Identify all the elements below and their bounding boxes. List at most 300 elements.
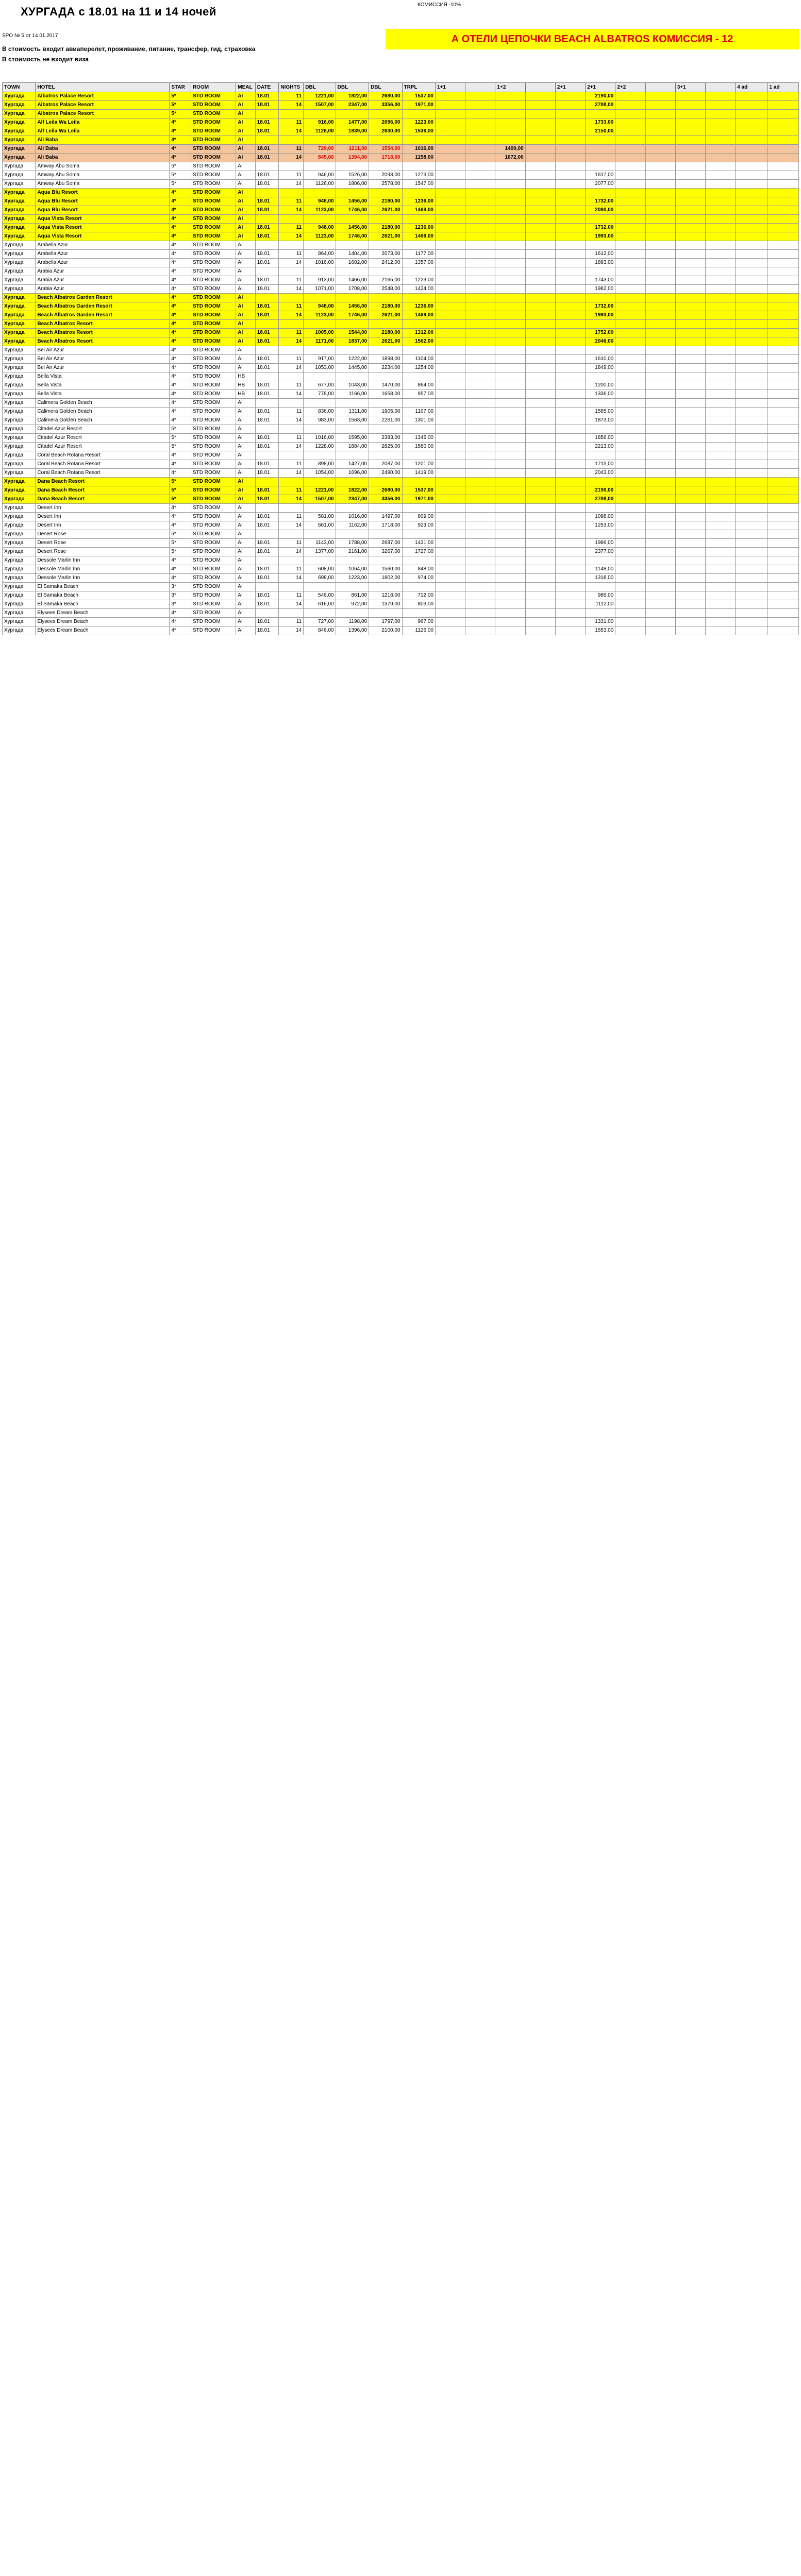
table-cell (675, 346, 705, 355)
table-cell (615, 329, 645, 337)
table-cell (555, 364, 585, 372)
column-header (465, 83, 495, 92)
table-cell: Хургада (3, 478, 36, 486)
column-header: 2+2 (615, 83, 645, 92)
table-cell: 1301,00 (402, 416, 435, 425)
table-cell: 845,00 (304, 154, 336, 162)
table-cell (675, 521, 705, 530)
table-cell (555, 250, 585, 259)
table-cell (767, 574, 798, 583)
table-cell (304, 451, 336, 460)
table-cell: Хургада (3, 504, 36, 513)
table-cell (736, 180, 767, 189)
table-cell (555, 399, 585, 408)
table-cell: 11 (279, 355, 304, 364)
table-cell: 946,00 (304, 171, 336, 180)
column-header: TOWN (3, 83, 36, 92)
table-cell: 18.01 (255, 224, 279, 232)
table-cell (736, 302, 767, 311)
table-cell (705, 180, 735, 189)
table-cell: 4* (170, 390, 191, 399)
table-cell (555, 110, 585, 118)
table-cell: 1477,00 (336, 118, 369, 127)
table-cell: 1658,00 (369, 390, 402, 399)
table-cell (369, 583, 402, 591)
table-cell (555, 372, 585, 381)
table-cell (705, 556, 735, 565)
table-cell: 4* (170, 372, 191, 381)
table-cell (615, 469, 645, 478)
table-cell: 1806,00 (336, 180, 369, 189)
table-cell (736, 469, 767, 478)
table-cell: 861,00 (336, 591, 369, 600)
table-cell: 1672,00 (495, 154, 525, 162)
table-cell: 1456,00 (336, 302, 369, 311)
table-cell: Хургада (3, 250, 36, 259)
table-cell (705, 241, 735, 250)
column-header: NIGHTS (279, 83, 304, 92)
table-cell (767, 101, 798, 110)
table-cell (615, 609, 645, 618)
table-cell: HB (236, 390, 255, 399)
table-cell: 18.01 (255, 469, 279, 478)
table-cell (736, 530, 767, 539)
table-cell (645, 626, 675, 635)
table-cell (555, 302, 585, 311)
table-cell: 1148,00 (586, 565, 615, 574)
table-cell: 5* (170, 539, 191, 548)
table-cell (525, 408, 555, 416)
table-cell (615, 197, 645, 206)
table-cell: 18.01 (255, 460, 279, 469)
table-cell (465, 434, 495, 443)
table-cell (555, 460, 585, 469)
table-cell: AI (236, 232, 255, 241)
table-cell (615, 154, 645, 162)
table-cell: 18.01 (255, 390, 279, 399)
table-cell: STD ROOM (191, 469, 236, 478)
table-row (3, 145, 799, 154)
table-cell: 11 (279, 486, 304, 495)
table-cell: 2261,00 (369, 416, 402, 425)
table-cell (525, 346, 555, 355)
table-cell (465, 504, 495, 513)
table-cell (586, 294, 615, 302)
table-row (3, 162, 799, 171)
table-cell: STD ROOM (191, 451, 236, 460)
table-cell: STD ROOM (191, 486, 236, 495)
table-cell: 11 (279, 118, 304, 127)
table-cell (645, 224, 675, 232)
table-cell (465, 337, 495, 346)
table-cell: Desert Rose (36, 539, 170, 548)
table-cell: 2190,00 (586, 92, 615, 101)
table-cell (465, 364, 495, 372)
table-cell (736, 539, 767, 548)
table-row (3, 486, 799, 495)
table-cell (767, 302, 798, 311)
table-cell: 1544,00 (336, 329, 369, 337)
table-cell (736, 136, 767, 145)
table-cell (555, 618, 585, 626)
table-cell (767, 329, 798, 337)
table-cell (495, 285, 525, 294)
table-row (3, 416, 799, 425)
table-cell (555, 626, 585, 635)
table-cell (705, 189, 735, 197)
table-cell (279, 215, 304, 224)
table-cell (304, 425, 336, 434)
table-row (3, 329, 799, 337)
table-cell (645, 381, 675, 390)
table-cell: 1158,00 (402, 154, 435, 162)
table-cell (304, 136, 336, 145)
table-cell (555, 320, 585, 329)
table-cell: 18.01 (255, 364, 279, 372)
table-cell (645, 416, 675, 425)
table-cell: 2043,00 (586, 469, 615, 478)
table-cell: 1166,00 (336, 390, 369, 399)
table-cell: 1893,00 (586, 259, 615, 267)
table-cell (767, 224, 798, 232)
table-cell (435, 162, 465, 171)
table-cell: Citadel Azur Resort (36, 425, 170, 434)
table-cell: 14 (279, 232, 304, 241)
table-cell (675, 548, 705, 556)
table-cell (555, 92, 585, 101)
table-cell (465, 110, 495, 118)
table-cell: AI (236, 154, 255, 162)
table-cell (336, 320, 369, 329)
table-cell: Хургада (3, 302, 36, 311)
table-cell (495, 127, 525, 136)
table-cell: 4* (170, 285, 191, 294)
table-cell (736, 320, 767, 329)
table-cell (465, 180, 495, 189)
table-cell: 4* (170, 513, 191, 521)
table-cell (645, 92, 675, 101)
table-cell (465, 127, 495, 136)
table-cell: 1223,00 (336, 574, 369, 583)
table-cell: 581,00 (304, 513, 336, 521)
table-cell: 14 (279, 154, 304, 162)
table-cell: 18.01 (255, 574, 279, 583)
table-cell (615, 180, 645, 189)
table-cell: Bella Vista (36, 381, 170, 390)
table-cell: 3356,00 (369, 495, 402, 504)
table-cell: 778,00 (304, 390, 336, 399)
table-cell: 2621,00 (369, 311, 402, 320)
column-header (525, 83, 555, 92)
table-cell: 5* (170, 180, 191, 189)
table-cell: 1507,00 (304, 495, 336, 504)
table-cell (525, 364, 555, 372)
table-cell (645, 215, 675, 224)
table-cell (402, 425, 435, 434)
table-cell: 2490,00 (369, 469, 402, 478)
table-cell: Хургада (3, 206, 36, 215)
table-cell (736, 241, 767, 250)
table-cell: 14 (279, 443, 304, 451)
table-cell: Хургада (3, 530, 36, 539)
table-cell: AI (236, 346, 255, 355)
table-cell: 1822,00 (336, 486, 369, 495)
table-cell: 18.01 (255, 513, 279, 521)
table-cell: STD ROOM (191, 136, 236, 145)
table-cell (767, 285, 798, 294)
table-row (3, 118, 799, 127)
table-cell: 1016,00 (402, 145, 435, 154)
table-cell: Bel Air Azur (36, 346, 170, 355)
table-cell: 986,00 (586, 591, 615, 600)
table-cell (645, 434, 675, 443)
table-cell (736, 548, 767, 556)
table-cell: 1993,00 (586, 232, 615, 241)
table-cell (336, 267, 369, 276)
table-cell (304, 241, 336, 250)
table-cell (615, 565, 645, 574)
table-cell (435, 337, 465, 346)
table-cell: AI (236, 583, 255, 591)
table-cell (645, 127, 675, 136)
table-cell: 916,00 (304, 118, 336, 127)
table-cell (279, 346, 304, 355)
table-cell (465, 154, 495, 162)
table-cell (465, 302, 495, 311)
table-cell: 1469,00 (402, 311, 435, 320)
table-cell (736, 101, 767, 110)
table-cell (736, 478, 767, 486)
table-cell: Хургада (3, 110, 36, 118)
table-cell: 18.01 (255, 285, 279, 294)
table-row (3, 574, 799, 583)
table-cell (615, 574, 645, 583)
table-cell: AI (236, 355, 255, 364)
table-cell: 1602,00 (336, 259, 369, 267)
table-row (3, 337, 799, 346)
table-cell (586, 478, 615, 486)
table-cell: 4* (170, 224, 191, 232)
table-cell: 18.01 (255, 600, 279, 609)
table-cell (525, 495, 555, 504)
table-cell: AI (236, 548, 255, 556)
table-cell (495, 136, 525, 145)
table-cell: 4* (170, 399, 191, 408)
table-cell (675, 302, 705, 311)
table-cell (767, 92, 798, 101)
table-cell: 1043,00 (336, 381, 369, 390)
table-cell (645, 390, 675, 399)
table-cell (495, 451, 525, 460)
column-header: ROOM (191, 83, 236, 92)
table-cell (336, 346, 369, 355)
table-cell (525, 425, 555, 434)
table-cell: 14 (279, 364, 304, 372)
table-cell (645, 302, 675, 311)
table-row (3, 180, 799, 189)
table-cell (369, 372, 402, 381)
table-row (3, 92, 799, 101)
table-cell: Хургада (3, 521, 36, 530)
table-cell (435, 154, 465, 162)
table-cell (767, 443, 798, 451)
table-cell (705, 285, 735, 294)
table-cell: 1470,00 (369, 381, 402, 390)
table-cell: 677,00 (304, 381, 336, 390)
table-cell: Dana Beach Resort (36, 495, 170, 504)
table-cell: 1345,00 (402, 434, 435, 443)
table-cell (767, 320, 798, 329)
table-cell: 1752,00 (586, 329, 615, 337)
column-header: 4 ad (736, 83, 767, 92)
table-cell: Bel Air Azur (36, 355, 170, 364)
table-cell (736, 416, 767, 425)
table-cell (402, 346, 435, 355)
table-cell (615, 215, 645, 224)
table-cell: AI (236, 565, 255, 574)
table-cell: STD ROOM (191, 285, 236, 294)
table-cell (555, 583, 585, 591)
table-cell: 1107,00 (402, 408, 435, 416)
table-cell (615, 320, 645, 329)
table-cell (435, 408, 465, 416)
table-cell: 1222,00 (336, 355, 369, 364)
table-cell (435, 513, 465, 521)
table-cell: El Samaka Beach (36, 600, 170, 609)
table-cell: 1537,00 (402, 92, 435, 101)
table-cell: 1128,00 (304, 127, 336, 136)
table-cell: 983,00 (304, 416, 336, 425)
table-row (3, 390, 799, 399)
table-cell (555, 565, 585, 574)
table-cell (555, 478, 585, 486)
table-cell: 1822,00 (336, 92, 369, 101)
table-cell (586, 162, 615, 171)
table-cell: STD ROOM (191, 504, 236, 513)
table-cell (435, 565, 465, 574)
table-cell (767, 215, 798, 224)
table-cell (615, 232, 645, 241)
table-cell (736, 171, 767, 180)
table-cell (615, 162, 645, 171)
table-cell: Calimera Golden Beach (36, 416, 170, 425)
table-cell: 1873,00 (586, 416, 615, 425)
table-cell (615, 285, 645, 294)
table-cell: 14 (279, 101, 304, 110)
table-cell (435, 294, 465, 302)
table-cell (705, 224, 735, 232)
table-cell (675, 530, 705, 539)
table-cell: 546,00 (304, 591, 336, 600)
table-cell (705, 521, 735, 530)
table-cell (495, 486, 525, 495)
table-row (3, 626, 799, 635)
table-cell: 1617,00 (586, 171, 615, 180)
table-cell: 1016,00 (304, 259, 336, 267)
table-cell: 1123,00 (304, 232, 336, 241)
column-header: TRPL (402, 83, 435, 92)
table-cell (495, 416, 525, 425)
table-cell (586, 110, 615, 118)
table-cell (586, 320, 615, 329)
table-cell: Aqua Blu Resort (36, 197, 170, 206)
table-cell (525, 241, 555, 250)
table-cell (645, 618, 675, 626)
table-cell (495, 364, 525, 372)
table-cell (465, 521, 495, 530)
table-cell (525, 416, 555, 425)
table-cell: AI (236, 574, 255, 583)
table-cell (675, 390, 705, 399)
table-cell (402, 189, 435, 197)
table-cell: 1162,00 (336, 521, 369, 530)
table-cell (465, 224, 495, 232)
table-cell (615, 92, 645, 101)
table-cell (525, 355, 555, 364)
table-cell: STD ROOM (191, 618, 236, 626)
table-cell: Хургада (3, 399, 36, 408)
table-cell: AI (236, 206, 255, 215)
table-cell (705, 311, 735, 320)
table-cell: 2621,00 (369, 337, 402, 346)
table-cell (705, 574, 735, 583)
table-cell (525, 469, 555, 478)
table-cell: AI (236, 416, 255, 425)
table-cell: 18.01 (255, 548, 279, 556)
table-cell (645, 486, 675, 495)
table-cell: 1595,00 (336, 434, 369, 443)
table-cell (615, 127, 645, 136)
table-cell (705, 626, 735, 635)
table-cell (767, 504, 798, 513)
table-cell: 18.01 (255, 539, 279, 548)
table-cell (675, 495, 705, 504)
table-cell (402, 215, 435, 224)
table-cell: 1497,00 (369, 513, 402, 521)
table-cell (615, 408, 645, 416)
table-cell: 1228,00 (304, 443, 336, 451)
table-cell (645, 399, 675, 408)
table-cell: 2234,00 (369, 364, 402, 372)
table-cell: Хургада (3, 513, 36, 521)
table-cell (555, 539, 585, 548)
table-cell: 2161,00 (336, 548, 369, 556)
table-cell: 1218,00 (369, 591, 402, 600)
table-cell (304, 110, 336, 118)
table-cell: STD ROOM (191, 259, 236, 267)
table-cell (525, 460, 555, 469)
table-cell: Aqua Vista Resort (36, 215, 170, 224)
table-cell: STD ROOM (191, 145, 236, 154)
table-cell: AI (236, 364, 255, 372)
table-cell: 4* (170, 618, 191, 626)
table-cell (645, 294, 675, 302)
table-cell (495, 110, 525, 118)
table-cell: AI (236, 259, 255, 267)
table-cell (736, 294, 767, 302)
table-cell (465, 145, 495, 154)
table-cell: Хургада (3, 443, 36, 451)
table-row (3, 101, 799, 110)
table-cell (435, 591, 465, 600)
table-cell: 1200,00 (586, 381, 615, 390)
table-cell (465, 118, 495, 127)
table-cell (465, 329, 495, 337)
table-cell: STD ROOM (191, 320, 236, 329)
table-cell (555, 232, 585, 241)
table-cell (402, 267, 435, 276)
table-cell (767, 241, 798, 250)
